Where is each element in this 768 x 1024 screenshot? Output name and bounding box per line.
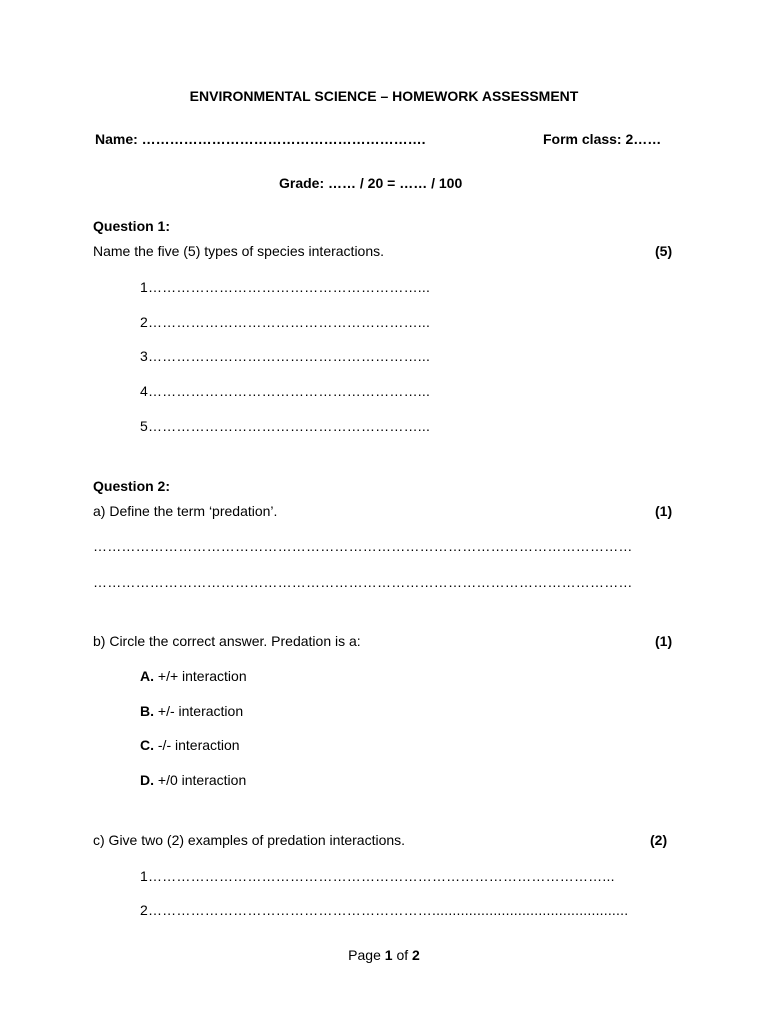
question-1-heading: Question 1: bbox=[93, 218, 171, 234]
question-2a-marks: (1) bbox=[655, 503, 673, 519]
question-2b-prompt: b) Circle the correct answer. Predation is a: bbox=[93, 633, 361, 649]
page-number bbox=[0, 948, 768, 962]
option-letter: B. bbox=[140, 703, 154, 719]
question-1-answer-line-3: 3…………………………………………………... bbox=[140, 348, 431, 364]
option-text: +/0 interaction bbox=[154, 772, 247, 788]
page-current: 1 bbox=[384, 947, 393, 963]
option-letter: C. bbox=[140, 737, 154, 753]
name-field: Name: ……………………………………………………. bbox=[95, 131, 426, 147]
option-text: +/- interaction bbox=[154, 703, 244, 719]
question-1-answer-line-5: 5…………………………………………………... bbox=[140, 418, 431, 434]
option-text: -/- interaction bbox=[154, 737, 240, 753]
question-2b-marks: (1) bbox=[655, 633, 673, 649]
question-2a-answer-line-2: …………………………………………………………………………………………………… bbox=[93, 574, 633, 590]
document-title: ENVIRONMENTAL SCIENCE – HOMEWORK ASSESSMENT bbox=[189, 88, 579, 104]
page-total: 2 bbox=[412, 947, 420, 963]
question-1-answer-line-4: 4…………………………………………………... bbox=[140, 383, 431, 399]
question-1-marks: (5) bbox=[655, 243, 673, 259]
question-2a-prompt: a) Define the term ‘predation’. bbox=[93, 503, 278, 519]
page-prefix: Page bbox=[348, 947, 385, 963]
page-of: of bbox=[392, 947, 413, 963]
question-2b-option-c bbox=[140, 738, 240, 752]
form-class-field: Form class: 2…… bbox=[543, 131, 662, 147]
option-text: +/+ interaction bbox=[154, 668, 247, 684]
question-1-answer-line-1: 1…………………………………………………... bbox=[140, 279, 431, 295]
option-letter: A. bbox=[140, 668, 154, 684]
question-2c-marks: (2) bbox=[650, 832, 668, 848]
question-2b-option-d bbox=[140, 773, 246, 787]
grade-field: Grade: …… / 20 = …… / 100 bbox=[279, 175, 463, 191]
question-1-answer-line-2: 2…………………………………………………... bbox=[140, 314, 431, 330]
question-2c-answer-line-2: 2……………………………………………………................................................ bbox=[140, 902, 629, 918]
question-2a-answer-line-1: …………………………………………………………………………………………………… bbox=[93, 538, 633, 554]
question-1-prompt: Name the five (5) types of species interactions. bbox=[93, 243, 385, 259]
question-2-heading: Question 2: bbox=[93, 478, 171, 494]
question-2b-option-b bbox=[140, 704, 243, 718]
question-2c-answer-line-1: 1……………………………………………………………………………………... bbox=[140, 868, 615, 884]
question-2c-prompt: c) Give two (2) examples of predation interactions. bbox=[93, 832, 406, 848]
option-letter: D. bbox=[140, 772, 154, 788]
question-2b-option-a bbox=[140, 669, 247, 683]
